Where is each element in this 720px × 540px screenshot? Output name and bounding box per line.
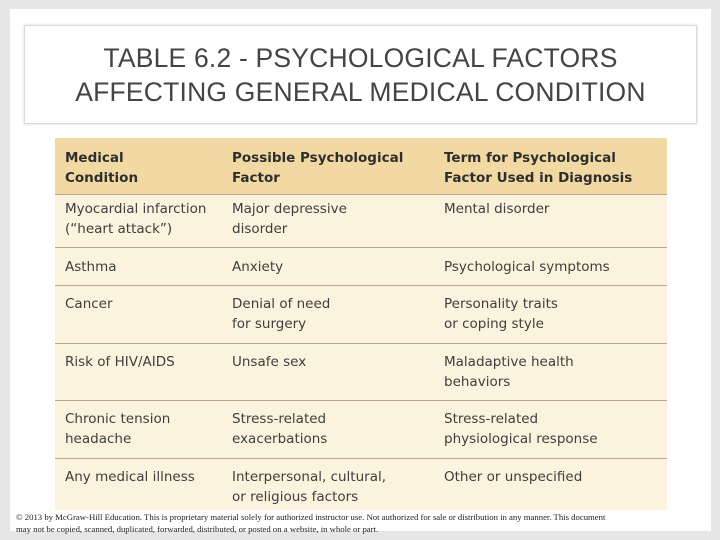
header-psych-factor: Possible Psychological (232, 150, 404, 166)
copyright-footer (16, 512, 716, 535)
copyright-line-2: may not be copied, scanned, duplicated, forwarded, distributed, or posted on a website, in whole or part. (16, 523, 379, 534)
cell-psych-factor: Unsafe sex (232, 354, 307, 370)
cell-psych-factor: Denial of need (232, 296, 331, 312)
slide-title-line-1: TABLE 6.2 - PSYCHOLOGICAL FACTORS (103, 42, 618, 73)
slide-title (24, 25, 697, 124)
cell-diagnosis-term: Stress-related (444, 411, 539, 427)
cell-psych-factor: Major depressive (232, 201, 347, 217)
slide-title-line-2: AFFECTING GENERAL MEDICAL CONDITION (75, 76, 646, 107)
cell-psych-factor: Stress-related (232, 411, 327, 427)
cell-psych-factor: Interpersonal, cultural, (232, 469, 387, 485)
cell-diagnosis-term: Maladaptive health (444, 354, 574, 370)
row-divider (55, 400, 667, 401)
header-condition: Medical (65, 150, 124, 166)
row-divider (55, 247, 667, 248)
cell-psych-factor: for surgery (232, 315, 307, 332)
row-divider (55, 343, 667, 344)
cell-condition: headache (65, 430, 132, 447)
header-psych-factor: Factor (232, 169, 280, 186)
cell-diagnosis-term: behaviors (444, 373, 511, 390)
cell-diagnosis-term: physiological response (444, 430, 598, 447)
cell-condition: Any medical illness (65, 469, 195, 485)
cell-condition: Asthma (65, 259, 117, 275)
copyright-line-1: © 2013 by McGraw-Hill Education. This is proprietary material solely for authorized instructor use. Not authorized for sale or distribution in any manner. This document (16, 512, 606, 522)
cell-diagnosis-term: Psychological symptoms (444, 259, 610, 275)
row-divider (55, 285, 667, 286)
cell-condition: Cancer (65, 296, 113, 312)
cell-condition: Chronic tension (65, 411, 171, 427)
header-diagnosis-term: Factor Used in Diagnosis (444, 169, 633, 186)
cell-condition: Myocardial infarction (65, 201, 207, 217)
cell-diagnosis-term: Mental disorder (444, 201, 550, 217)
header-diagnosis-term: Term for Psychological (444, 150, 616, 166)
header-condition: Condition (65, 169, 139, 186)
psych-factors-table (55, 138, 667, 510)
row-divider (55, 194, 667, 195)
cell-diagnosis-term: Personality traits (444, 296, 558, 312)
cell-psych-factor: disorder (232, 220, 288, 237)
cell-psych-factor: or religious factors (232, 488, 359, 505)
cell-psych-factor: Anxiety (232, 259, 284, 275)
cell-condition: (“heart attack”) (65, 220, 173, 237)
row-divider (55, 458, 667, 459)
cell-condition: Risk of HIV/AIDS (65, 354, 175, 370)
cell-psych-factor: exacerbations (232, 430, 328, 447)
cell-diagnosis-term: Other or unspecified (444, 469, 583, 485)
cell-diagnosis-term: or coping style (444, 315, 544, 332)
